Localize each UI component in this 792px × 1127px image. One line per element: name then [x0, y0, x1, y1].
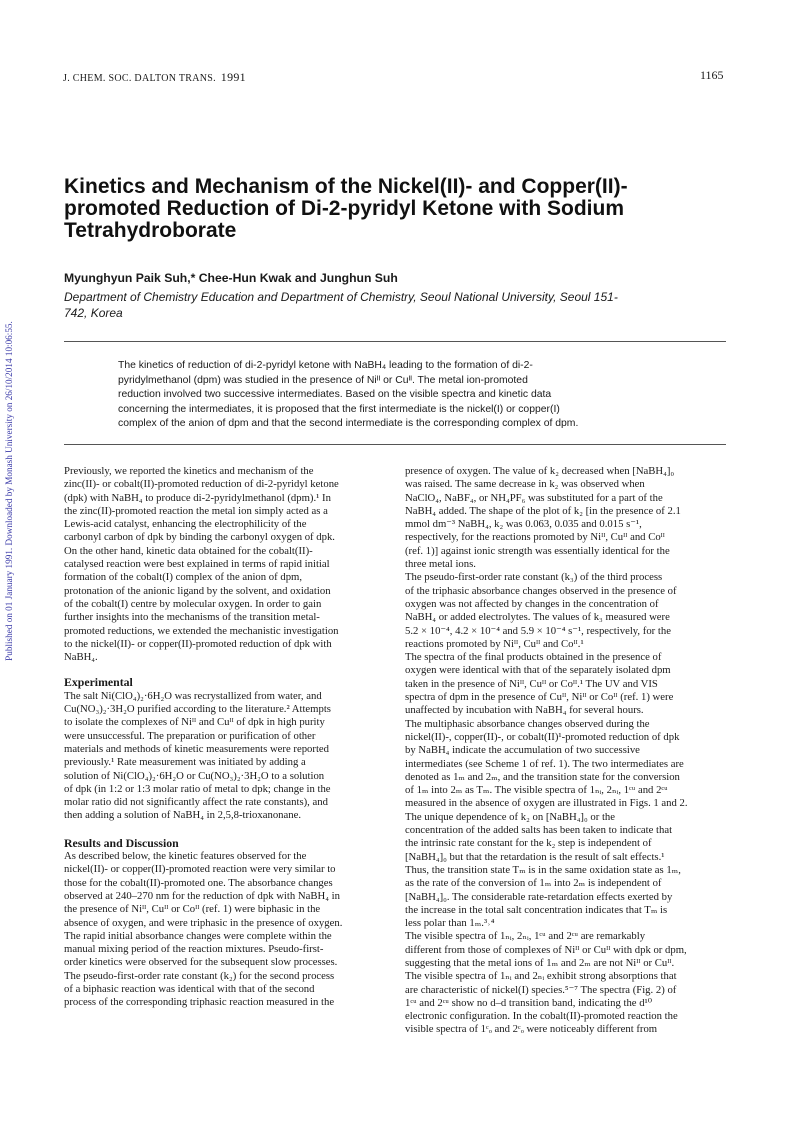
body-line: formation of the cobalt(I) complex of the anion of dpm, [64, 571, 303, 584]
body-line: were unsuccessful. The preparation or purification of other [64, 729, 316, 742]
body-line: oxygen was not affected by changes in the concentration of [405, 597, 659, 610]
download-watermark: Published on 01 January 1991. Downloaded by Monash University on 26/10/2014 10:06:55. [4, 321, 14, 661]
body-line: different from those of complexes of Niᴵᴵ or Cuᴵᴵ with dpk or dpm, [405, 943, 687, 956]
author-list: Myunghyun Paik Suh,* Chee-Hun Kwak and Junghun Suh [64, 271, 398, 285]
body-line: [NaBH₄]₀ but that the retardation is the result of salt effects.¹ [405, 850, 665, 863]
body-line: suggesting that the metal ions of 1ₘ and 2ₘ are not Niᴵᴵ or Cuᴵᴵ. [405, 956, 675, 969]
body-line: the zinc(II)-promoted reaction the metal ion simply acted as a [64, 504, 328, 517]
body-line: the increase in the total salt concentration indicates that Tₘ is [405, 903, 668, 916]
body-line: NaBH₄ or added electrolytes. The values of k₃ measured were [405, 611, 670, 624]
abstract-bottom-rule [64, 444, 726, 445]
body-line: 5.2 × 10⁻⁴, 4.2 × 10⁻⁴ and 5.9 × 10⁻⁴ s⁻¹, respectively, for the [405, 624, 671, 637]
body-line: The salt Ni(ClO₄)₂·6H₂O was recrystallized from water, and [64, 689, 322, 702]
body-line: of the cobalt(I) centre by molecular oxygen. In order to gain [64, 597, 322, 610]
body-line: The visible spectra of 1ₙᵢ and 2ₙᵢ exhibit strong absorptions that [405, 970, 677, 983]
body-line: The rapid initial absorbance changes were complete within the [64, 929, 332, 942]
body-line: 1ᶜᵘ and 2ᶜᵘ show no d–d transition band, indicating the d¹⁰ [405, 996, 653, 1009]
title-line: promoted Reduction of Di-2-pyridyl Ketone with Sodium [64, 197, 624, 220]
body-line: zinc(II)- or cobalt(II)-promoted reduction of di-2-pyridyl ketone [64, 478, 339, 491]
body-line: The unique dependence of k₂ on [NaBH₄]₀ or the [405, 810, 616, 823]
body-line: NaBH₄ added. The shape of the plot of k₂ [in the presence of 2.1 [405, 504, 681, 517]
body-line: The pseudo-first-order rate constant (k₃) of the third process [405, 571, 663, 584]
body-line: are characteristic of nickel(I) species.⁵⁻⁷ The spectra (Fig. 2) of [405, 983, 677, 996]
body-line: visible spectra of 1ᶜₒ and 2ᶜₒ were noticeably different from [405, 1023, 658, 1036]
body-line: concentration of the added salts has been taken to indicate that [405, 824, 673, 837]
affiliation [64, 289, 704, 321]
body-line: process of the corresponding triphasic reaction measured in the [64, 996, 335, 1009]
body-line: of dpk (in 1:2 or 1:3 molar ratio of metal to dpk; change in the [64, 782, 331, 795]
abstract-line: pyridylmethanol (dpm) was studied in the presence of Niᴵᴵ or Cuᴵᴵ. The metal ion-promoted [118, 374, 528, 386]
left-column [64, 465, 388, 1010]
body-line: absence of oxygen, and were triphasic in the presence of oxygen. [64, 916, 343, 929]
body-line: protonation of the anionic ligand by the solvent, and oxidation [64, 584, 331, 597]
body-line: manual mixing period of the reaction mixtures. Pseudo-first- [64, 943, 324, 956]
body-line: nickel(II)- or copper(II)-promoted reaction were very similar to [64, 863, 336, 876]
body-line: On the other hand, kinetic data obtained for the cobalt(II)- [64, 544, 313, 557]
body-line: The spectra of the final products obtained in the presence of [405, 651, 662, 664]
experimental-section [64, 690, 388, 823]
abstract-top-rule [64, 341, 726, 342]
body-line: denoted as 1ₘ and 2ₘ, and the transition state for the conversion [405, 770, 680, 783]
title-line: Tetrahydroborate [64, 219, 237, 242]
body-line: molar ratio did not significantly affect the rate constants), and [64, 796, 328, 809]
body-line: respectively, for the reactions promoted by Niᴵᴵ, Cuᴵᴵ and Coᴵᴵ [405, 531, 665, 544]
body-line: then adding a solution of NaBH₄ in 2,5,8-trioxanonane. [64, 809, 302, 822]
abstract-line: The kinetics of reduction of di-2-pyridyl ketone with NaBH₄ leading to the formation of di-2- [118, 360, 533, 371]
body-line: further insights into the mechanisms of the transition metal- [64, 611, 320, 624]
body-line: spectra of dpm in the presence of Cuᴵᴵ, Niᴵᴵ or Coᴵᴵ (ref. 1) were [405, 691, 674, 704]
body-line: observed at 240–270 nm for the reduction of dpk with NaBH₄ in [64, 889, 340, 902]
body-line: oxygen were identical with that of the separately isolated dpm [405, 664, 671, 677]
body-line: the presence of Niᴵᴵ, Cuᴵᴵ or Coᴵᴵ (ref. 1) were biphasic in the [64, 903, 321, 916]
body-line: As described below, the kinetic features observed for the [64, 850, 307, 863]
body-line: Previously, we reported the kinetics and mechanism of the [64, 465, 314, 477]
body-line: Thus, the transition state Tₘ is in the same oxidation state as 1ₘ, [405, 863, 681, 876]
body-line: measured in the absence of oxygen are illustrated in Figs. 1 and 2. [405, 797, 688, 810]
body-line: mmol dm⁻³ NaBH₄, k₂ was 0.063, 0.035 and 0.015 s⁻¹, [405, 518, 642, 531]
journal-name: J. CHEM. SOC. DALTON TRANS. [63, 73, 216, 84]
body-line: to the nickel(II)- or copper(II)-promoted reduction of dpk with [64, 637, 332, 650]
body-line: to isolate the complexes of Niᴵᴵ and Cuᴵᴵ of dpk in high purity [64, 716, 325, 729]
body-line: the intrinsic rate constant for the k₂ step is independent of [405, 837, 652, 850]
body-line: taken in the presence of Niᴵᴵ, Cuᴵᴵ or Coᴵᴵ.¹ The UV and VIS [405, 677, 658, 690]
body-line: solution of Ni(ClO₄)₂·6H₂O or Cu(NO₃)₂·3H₂O to a solution [64, 769, 325, 782]
body-line: The multiphasic absorbance changes observed during the [405, 717, 650, 730]
body-line: of 1ₘ into 2ₘ as Tₘ. The visible spectra of 1ₙᵢ, 2ₙᵢ, 1ᶜᵘ and 2ᶜᵘ [405, 784, 668, 797]
abstract-line: concerning the intermediates, it is proposed that the first intermediate is the nickel(I) or copper(I) [118, 403, 560, 415]
body-line: materials and methods of kinetic measurements were reported [64, 742, 330, 755]
body-line: less polar than 1ₘ.³˒⁴ [405, 917, 495, 930]
body-line: electronic configuration. In the cobalt(II)-promoted reaction the [405, 1010, 678, 1023]
body-line: was raised. The same decrease in k₂ was observed when [405, 478, 645, 491]
body-line: NaBH₄. [64, 651, 98, 664]
body-line: those for the cobalt(II)-promoted one. The absorbance changes [64, 876, 333, 889]
body-line: intermediates (see Scheme 1 of ref. 1). The two intermediates are [405, 757, 684, 770]
body-line: nickel(II)-, copper(II)-, or cobalt(II)¹-promoted reduction of dpk [405, 730, 680, 743]
body-line: Cu(NO₃)₂·3H₂O purified according to the literature.² Attempts [64, 703, 331, 716]
body-line: promoted reductions, we extended the mechanistic investigation [64, 624, 339, 637]
affiliation-line: 742, Korea [64, 306, 123, 320]
introduction [64, 465, 388, 664]
abstract-line: complex of the anion of dpm and that the second intermediate is the corresponding complex of dpm. [118, 418, 579, 429]
body-line: reactions promoted by Niᴵᴵ, Cuᴵᴵ and Coᴵᴵ.¹ [405, 637, 584, 650]
body-line: previously.¹ Rate measurement was initiated by adding a [64, 756, 306, 769]
body-line: order kinetics were observed for the subsequent slow processes. [64, 956, 338, 969]
body-line: [NaBH₄]₀. The considerable rate-retardation effects exerted by [405, 890, 673, 903]
body-line: carbonyl carbon of dpk by binding the carbonyl oxygen of dpk. [64, 531, 335, 544]
body-line: (ref. 1)] against ionic strength was essentially identical for the [405, 544, 670, 557]
body-line: The visible spectra of 1ₙᵢ, 2ₙᵢ, 1ᶜᵘ and 2ᶜᵘ are remarkably [405, 930, 646, 943]
body-line: three metal ions. [405, 558, 476, 571]
title-line: Kinetics and Mechanism of the Nickel(II)- and Copper(II)- [64, 175, 628, 198]
body-line: of a biphasic reaction was identical with that of the second [64, 982, 315, 995]
article-title [64, 176, 724, 242]
results-heading: Results and Discussion [64, 835, 179, 850]
body-line: of the triphasic absorbance changes observed in the presence of [405, 584, 677, 597]
abstract-line: reduction involved two successive intermediates. Based on the visible spectra and kinetic data [118, 389, 552, 400]
abstract [118, 359, 694, 432]
body-line: catalysed reaction were best explained in terms of rapid initial [64, 558, 330, 571]
body-line: The pseudo-first-order rate constant (k₂) for the second process [64, 969, 335, 982]
body-line: unaffected by incubation with NaBH₄ for several hours. [405, 704, 644, 717]
affiliation-line: Department of Chemistry Education and Department of Chemistry, Seoul National University, Seoul 151- [64, 290, 618, 304]
page-number: 1165 [700, 68, 724, 82]
running-head [63, 70, 246, 85]
body-line: presence of oxygen. The value of k₂ decreased when [NaBH₄]₀ [405, 465, 675, 477]
journal-year: 1991 [220, 70, 246, 84]
body-line: NaClO₄, NaBF₄, or NH₄PF₆ was substituted for a part of the [405, 491, 663, 504]
results-section [64, 850, 388, 1010]
right-column [405, 465, 729, 1037]
body-line: as the rate of the conversion of 1ₘ into 2ₘ is independent of [405, 877, 662, 890]
body-line: (dpk) with NaBH₄ to produce di-2-pyridylmethanol (dpm).¹ In [64, 491, 331, 504]
experimental-heading: Experimental [64, 675, 133, 690]
body-line: Lewis-acid catalyst, enhancing the electrophilicity of the [64, 518, 307, 531]
body-line: by NaBH₄ indicate the accumulation of two successive [405, 744, 640, 757]
